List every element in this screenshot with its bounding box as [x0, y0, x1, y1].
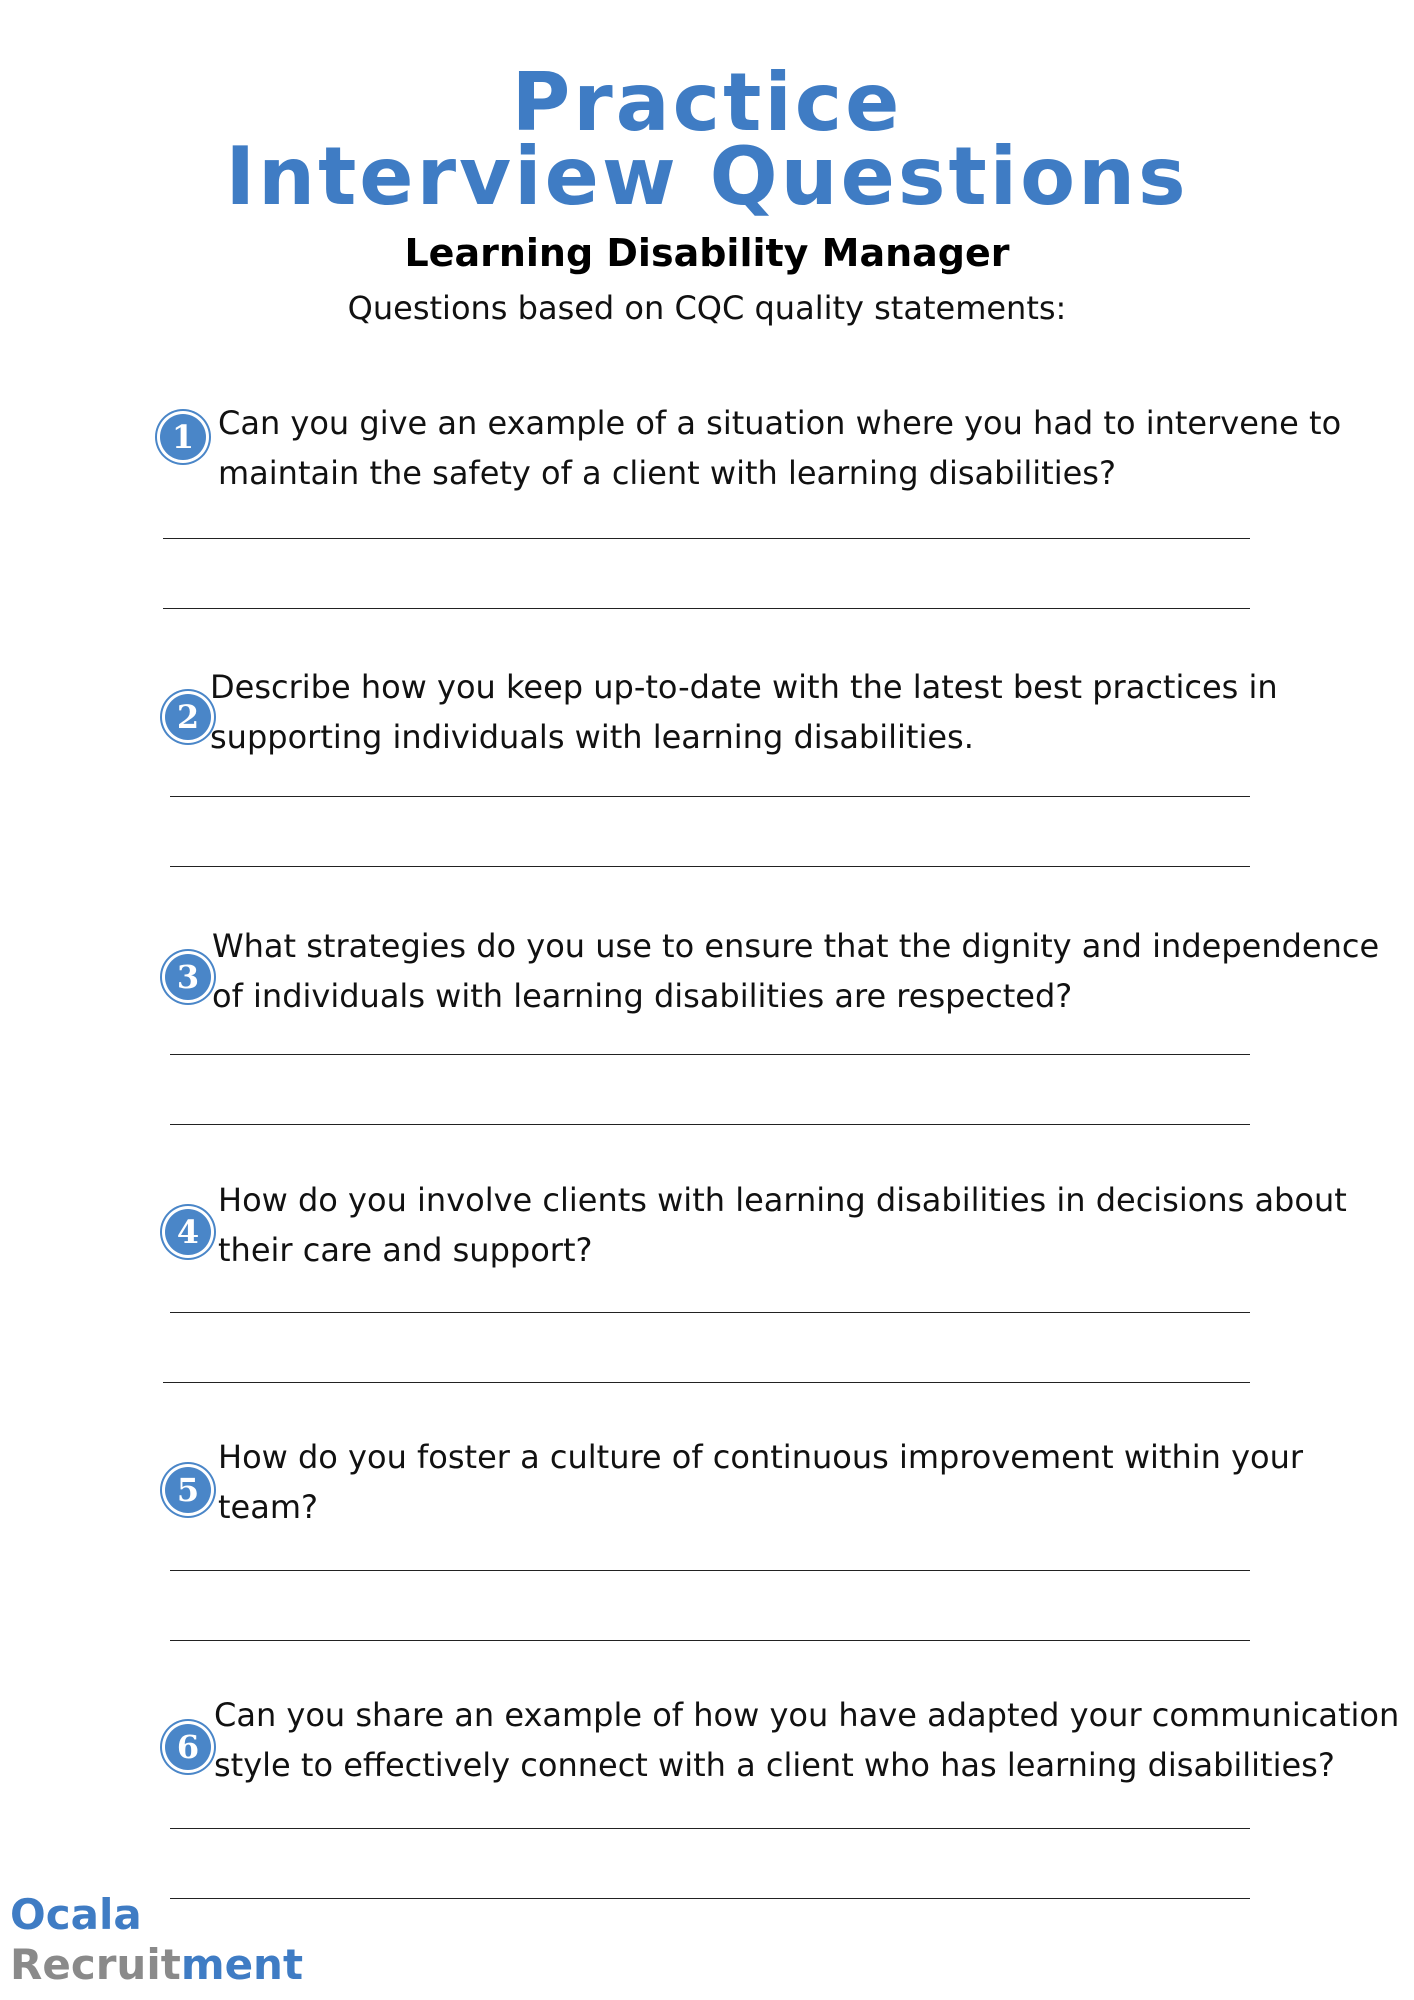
number-1-badge: 1 — [160, 414, 206, 460]
question-2-line-2: supporting individuals with learning disabilities. — [210, 718, 974, 756]
answer-line-5b[interactable] — [170, 1640, 1250, 1641]
brand-logo-line-2 — [10, 1940, 303, 1990]
intro-text: Questions based on CQC quality statements: — [347, 289, 1067, 327]
answer-line-3b[interactable] — [170, 1124, 1250, 1125]
number-4-badge: 4 — [165, 1209, 211, 1255]
number-6-badge: 6 — [165, 1724, 211, 1770]
answer-line-4b[interactable] — [163, 1382, 1250, 1383]
answer-line-6b[interactable] — [170, 1898, 1250, 1899]
question-5-line-2: team? — [218, 1488, 318, 1526]
number-3-badge: 3 — [165, 954, 211, 1000]
answer-line-2b[interactable] — [170, 866, 1250, 867]
answer-line-2a[interactable] — [170, 796, 1250, 797]
question-6-line-2: style to effectively connect with a client who has learning disabilities? — [214, 1746, 1335, 1784]
question-6-line-1: Can you share an example of how you have adapted your communication — [214, 1696, 1400, 1734]
question-1-line-2: maintain the safety of a client with learning disabilities? — [218, 454, 1116, 492]
answer-line-1b[interactable] — [163, 608, 1250, 609]
brand-logo-recruit: Recruit — [10, 1940, 181, 1989]
answer-line-5a[interactable] — [170, 1570, 1250, 1571]
page-subtitle: Learning Disability Manager — [404, 231, 1010, 275]
question-4-line-1: How do you involve clients with learning disabilities in decisions about — [218, 1181, 1347, 1219]
page-title-line-1: Practice — [511, 56, 903, 149]
answer-line-4a[interactable] — [170, 1312, 1250, 1313]
question-4-line-2: their care and support? — [218, 1231, 593, 1269]
page-title-line-2: Interview Questions — [225, 130, 1189, 223]
answer-line-6a[interactable] — [170, 1828, 1250, 1829]
brand-logo-ment: ment — [180, 1940, 304, 1989]
number-5-badge: 5 — [165, 1467, 211, 1513]
question-3-line-2: of individuals with learning disabilities are respected? — [212, 977, 1073, 1015]
question-5-line-1: How do you foster a culture of continuous improvement within your — [218, 1438, 1304, 1476]
brand-logo-line-1: Ocala — [10, 1890, 142, 1939]
answer-line-1a[interactable] — [163, 538, 1250, 539]
number-2-badge: 2 — [165, 694, 211, 740]
question-3-line-1: What strategies do you use to ensure that the dignity and independence — [212, 927, 1380, 965]
question-1-line-1: Can you give an example of a situation where you had to intervene to — [218, 404, 1342, 442]
question-2-line-1: Describe how you keep up-to-date with the latest best practices in — [210, 668, 1278, 706]
answer-line-3a[interactable] — [170, 1054, 1250, 1055]
